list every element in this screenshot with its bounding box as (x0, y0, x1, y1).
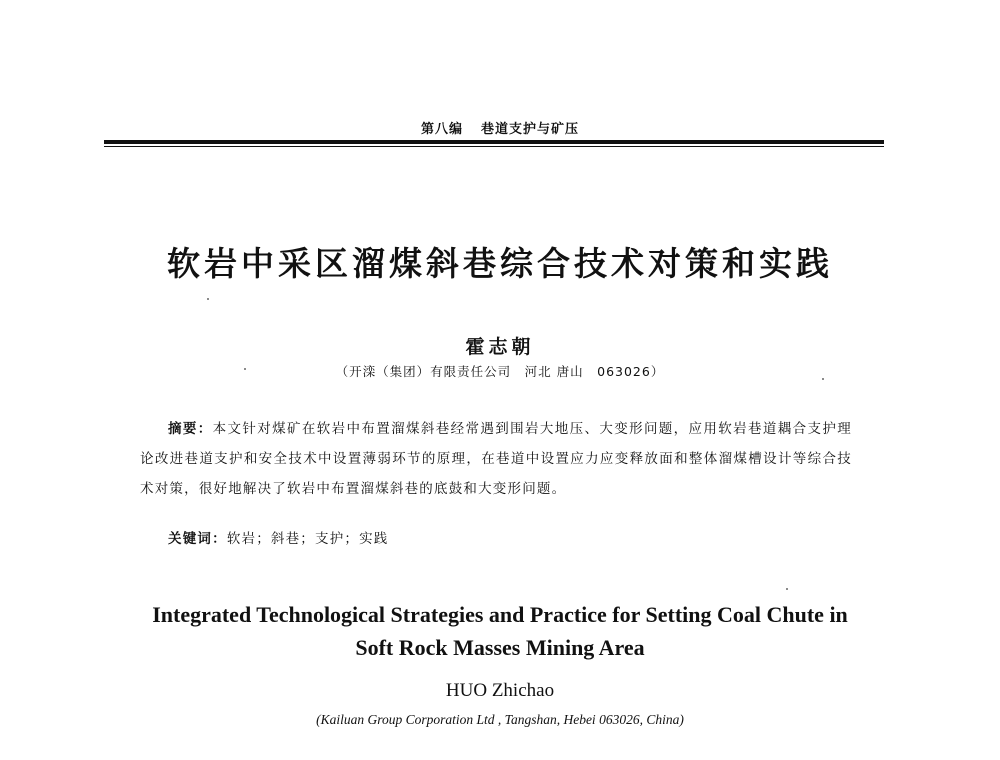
header-rule-thin (104, 146, 884, 147)
affiliation-cn: （开滦（集团）有限责任公司 河北 唐山 063026） (335, 364, 665, 379)
abstract-text: 本文针对煤矿在软岩中布置溜煤斜巷经常遇到围岩大地压、大变形问题，应用软岩巷道耦合支护理论改进巷道支护和安全技术中设置薄弱环节的原理，在巷道中设置应力应变释放面和整体溜煤槽设计等综合技术对策，很好地解决了软岩中布置溜煤斜巷的底鼓和大变形问题。 (140, 421, 852, 497)
paper-title-en (0, 598, 1000, 664)
header-rule-thick (104, 140, 884, 144)
author-name-cn: 霍志朝 (465, 336, 535, 358)
running-head (0, 118, 1000, 137)
abstract-paragraph (140, 414, 852, 504)
keywords-line (168, 527, 858, 547)
running-head-section: 巷道支护与矿压 (481, 122, 580, 137)
scan-speck (822, 378, 824, 380)
paper-title-cn: 软岩中采区溜煤斜巷综合技术对策和实践 (167, 244, 833, 283)
affiliation-en: (Kailuan Group Corporation Ltd , Tangshan, Hebei 063026, China) (316, 712, 684, 727)
scan-speck (207, 298, 209, 300)
paper-title-en-line2: Soft Rock Masses Mining Area (355, 635, 645, 660)
author-name-en: HUO Zhichao (445, 680, 555, 701)
paper-title-en-line1: Integrated Technological Strategies and Practice for Setting Coal Chute in (152, 602, 848, 627)
keywords-text: 软岩；斜巷；支护；实践 (226, 531, 389, 547)
keywords-label: 关键词： (168, 531, 227, 547)
abstract-label: 摘要： (168, 421, 213, 437)
scan-speck (244, 368, 246, 370)
running-head-part: 第八编 (420, 122, 463, 137)
scan-speck (786, 588, 788, 590)
